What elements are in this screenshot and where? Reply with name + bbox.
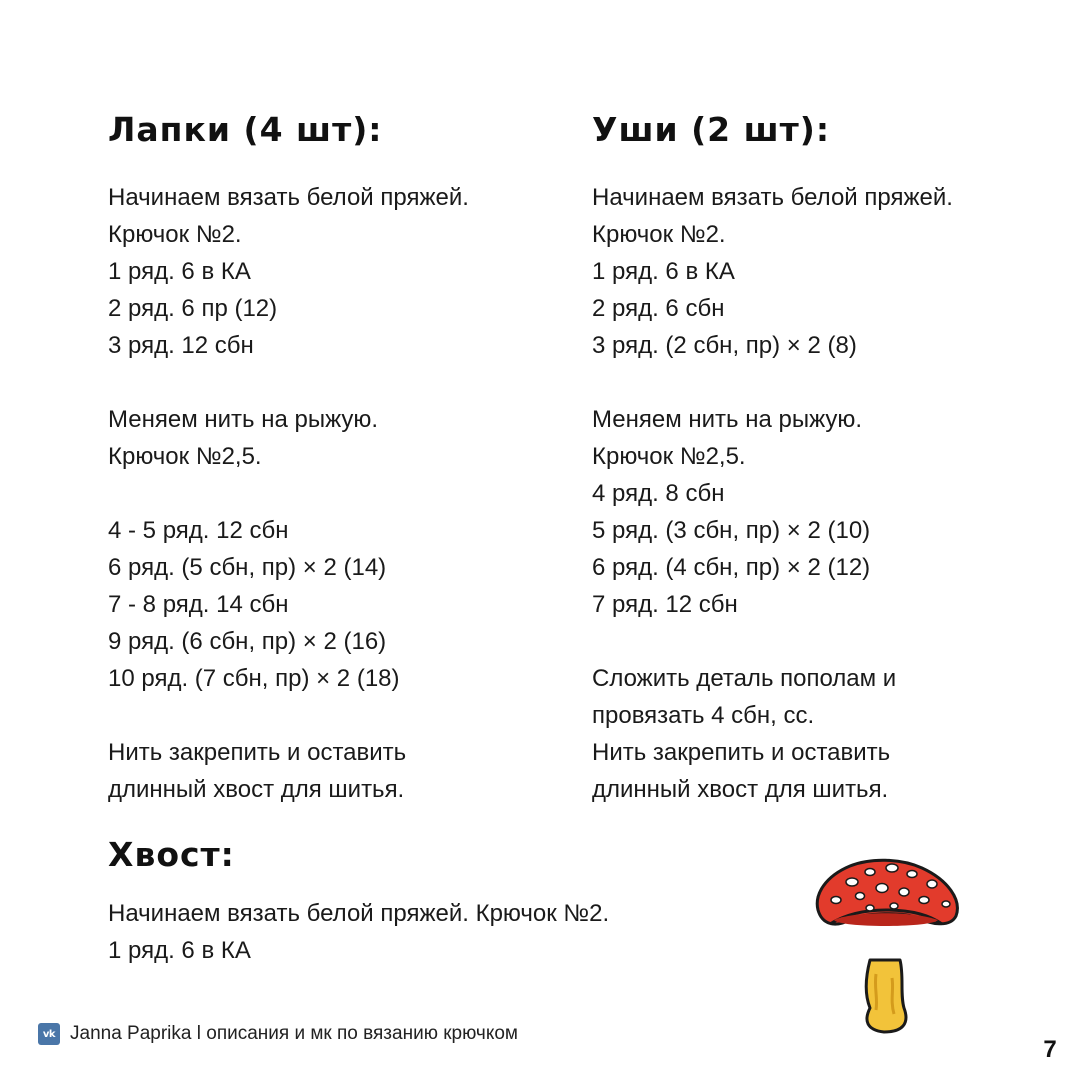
- instruction-line: Крючок №2.: [108, 221, 242, 248]
- mushroom-icon: [800, 848, 970, 1038]
- instruction-line: 9 ряд. (6 сбн, пр) × 2 (16): [108, 628, 387, 655]
- instruction-line: 6 ряд. (5 сбн, пр) × 2 (14): [108, 554, 387, 581]
- section-title-tail: Хвост:: [108, 835, 235, 874]
- blank-line: [592, 364, 953, 401]
- instruction-line: Начинаем вязать белой пряжей.: [592, 184, 953, 211]
- instruction-line: 10 ряд. (7 сбн, пр) × 2 (18): [108, 665, 400, 692]
- instruction-line: Меняем нить на рыжую.: [108, 406, 379, 433]
- instruction-line: 2 ряд. 6 пр (12): [108, 295, 278, 322]
- instruction-line: Крючок №2.: [592, 221, 726, 248]
- ears-instructions: [592, 179, 953, 808]
- instruction-line: 1 ряд. 6 в КА: [108, 258, 251, 285]
- instruction-line: 3 ряд. 12 сбн: [108, 332, 254, 359]
- footer: [38, 1022, 518, 1046]
- instruction-line: 4 ряд. 8 сбн: [592, 480, 725, 507]
- instruction-line: 5 ряд. (3 сбн, пр) × 2 (10): [592, 517, 871, 544]
- instruction-line: 7 - 8 ряд. 14 сбн: [108, 591, 289, 618]
- paws-instructions: [108, 179, 469, 808]
- instruction-line: длинный хвост для шитья.: [108, 776, 405, 803]
- section-title-paws: Лапки (4 шт):: [108, 110, 383, 149]
- instruction-line: Крючок №2,5.: [108, 443, 262, 470]
- vk-logo-icon: vk: [38, 1023, 60, 1045]
- instruction-line: Начинаем вязать белой пряжей.: [108, 184, 469, 211]
- instruction-line: Начинаем вязать белой пряжей. Крючок №2.: [108, 900, 610, 927]
- footer-text: Janna Paprika l описания и мк по вязанию крючком: [70, 1023, 518, 1044]
- instruction-line: 1 ряд. 6 в КА: [592, 258, 735, 285]
- instruction-line: Нить закрепить и оставить: [108, 739, 407, 766]
- instruction-line: Нить закрепить и оставить: [592, 739, 891, 766]
- instruction-line: длинный хвост для шитья.: [592, 776, 889, 803]
- instruction-line: 7 ряд. 12 сбн: [592, 591, 738, 618]
- instruction-line: провязать 4 сбн, сс.: [592, 702, 815, 729]
- section-title-ears: Уши (2 шт):: [592, 110, 831, 149]
- instruction-line: 2 ряд. 6 сбн: [592, 295, 725, 322]
- page-number: 7: [1043, 1036, 1057, 1063]
- instruction-line: 4 - 5 ряд. 12 сбн: [108, 517, 289, 544]
- blank-line: [108, 475, 469, 512]
- instruction-line: 1 ряд. 6 в КА: [108, 937, 251, 964]
- blank-line: [108, 697, 469, 734]
- instruction-line: Меняем нить на рыжую.: [592, 406, 863, 433]
- instruction-line: Сложить деталь пополам и: [592, 665, 897, 692]
- instruction-line: 6 ряд. (4 сбн, пр) × 2 (12): [592, 554, 871, 581]
- blank-line: [592, 623, 953, 660]
- tail-instructions: [108, 895, 609, 969]
- instruction-line: 3 ряд. (2 сбн, пр) × 2 (8): [592, 332, 857, 359]
- blank-line: [108, 364, 469, 401]
- instruction-line: Крючок №2,5.: [592, 443, 746, 470]
